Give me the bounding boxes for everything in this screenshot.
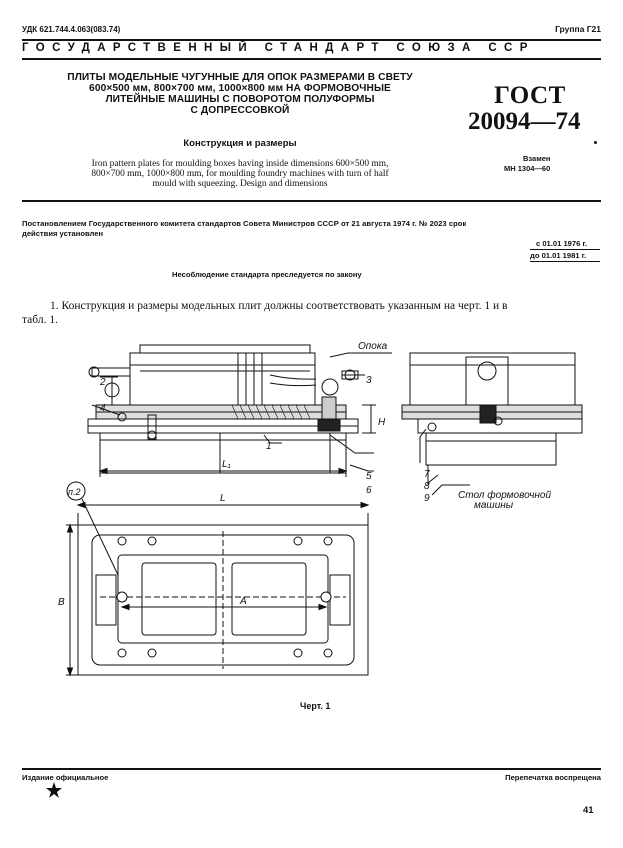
label-4: 4 (100, 403, 106, 414)
replaces-label: Взамен (523, 154, 551, 163)
title-line-1: ПЛИТЫ МОДЕЛЬНЫЕ ЧУГУННЫЕ ДЛЯ ОПОК РАЗМЕРАМИ В СВЕТУ (67, 72, 413, 83)
gost-label: ГОСТ (494, 82, 566, 109)
decree-line-2: действия установлен (22, 229, 104, 238)
label-table: Стол формовочной (458, 490, 552, 501)
technical-drawing (0, 335, 623, 720)
validity-from: с 01.01 1976 г. (536, 239, 587, 248)
section-rule (22, 200, 601, 202)
label-p2: п.2 (68, 487, 81, 497)
replaces-value: МН 1304—60 (504, 164, 551, 173)
group-code: Группа Г21 (555, 24, 601, 34)
side-view (88, 345, 392, 477)
body-paragraph-line-1: 1. Конструкция и размеры модельных плит должны соответствовать указанным на черт. 1 и в (50, 300, 508, 312)
official-edition: Издание официальное (22, 773, 109, 782)
title-line-3: ЛИТЕЙНЫЕ МАШИНЫ С ПОВОРОТОМ ПОЛУФОРМЫ (105, 94, 375, 105)
footer-rule (22, 768, 601, 770)
label-opoka: Опока (358, 341, 388, 352)
validity-rule (530, 249, 600, 250)
end-flask (410, 353, 575, 405)
validity-rule-2 (530, 261, 600, 262)
label-8: 8 (424, 481, 430, 492)
label-9: 9 (424, 493, 430, 504)
banner-title: ГОСУДАРСТВЕННЫЙ СТАНДАРТ СОЮЗА ССР (22, 42, 535, 54)
label-l1: L₁ (222, 459, 231, 470)
plan-view (66, 482, 368, 675)
english-line-3: mould with squeezing. Design and dimensions (152, 179, 328, 189)
header-rule-bottom (22, 58, 601, 60)
document-title (30, 72, 450, 116)
mark-dot (594, 141, 597, 144)
subtitle: Конструкция и размеры (183, 138, 297, 149)
udk-code: УДК 621.744.4.063(083.74) (22, 25, 121, 34)
label-b: B (58, 597, 65, 608)
label-6: 6 (366, 485, 372, 496)
label-table-2: машины (474, 500, 514, 511)
decree-line-1: Постановлением Государственного комитета стандартов Совета Министров СССР от 21 августа 1974 г. № 2023 срок (22, 219, 467, 228)
gost-number: 20094—74 (468, 108, 581, 135)
legal-notice: Несоблюдение стандарта преследуется по закону (172, 270, 362, 279)
label-3: 3 (366, 375, 372, 386)
page-number: 41 (583, 805, 594, 816)
label-7: 7 (424, 469, 430, 480)
title-line-2: 600×500 мм, 800×700 мм, 1000×800 мм НА ФОРМОВОЧНЫЕ (89, 83, 391, 94)
title-line-4: С ДОПРЕССОВКОЙ (190, 105, 290, 116)
english-line-1: Iron pattern plates for moulding boxes having inside dimensions 600×500 mm, (91, 159, 389, 169)
body-paragraph-line-2: табл. 1. (22, 314, 58, 326)
label-a: A (240, 596, 247, 607)
figure-caption: Черт. 1 (300, 701, 331, 711)
label-1: 1 (266, 441, 272, 452)
star-icon (46, 782, 62, 798)
header-rule-top (22, 39, 601, 41)
label-2: 2 (100, 377, 106, 388)
english-title (30, 159, 450, 189)
flask-body (130, 353, 315, 405)
reprint-notice: Перепечатка воспрещена (505, 773, 601, 782)
label-5: 5 (366, 471, 372, 482)
label-h: H (378, 417, 386, 428)
english-line-2: 800×700 mm, 1000×800 mm, for moulding foundry machines with turn of half (91, 169, 389, 179)
label-l: L (220, 493, 226, 504)
validity-to: до 01.01 1981 г. (530, 251, 587, 260)
